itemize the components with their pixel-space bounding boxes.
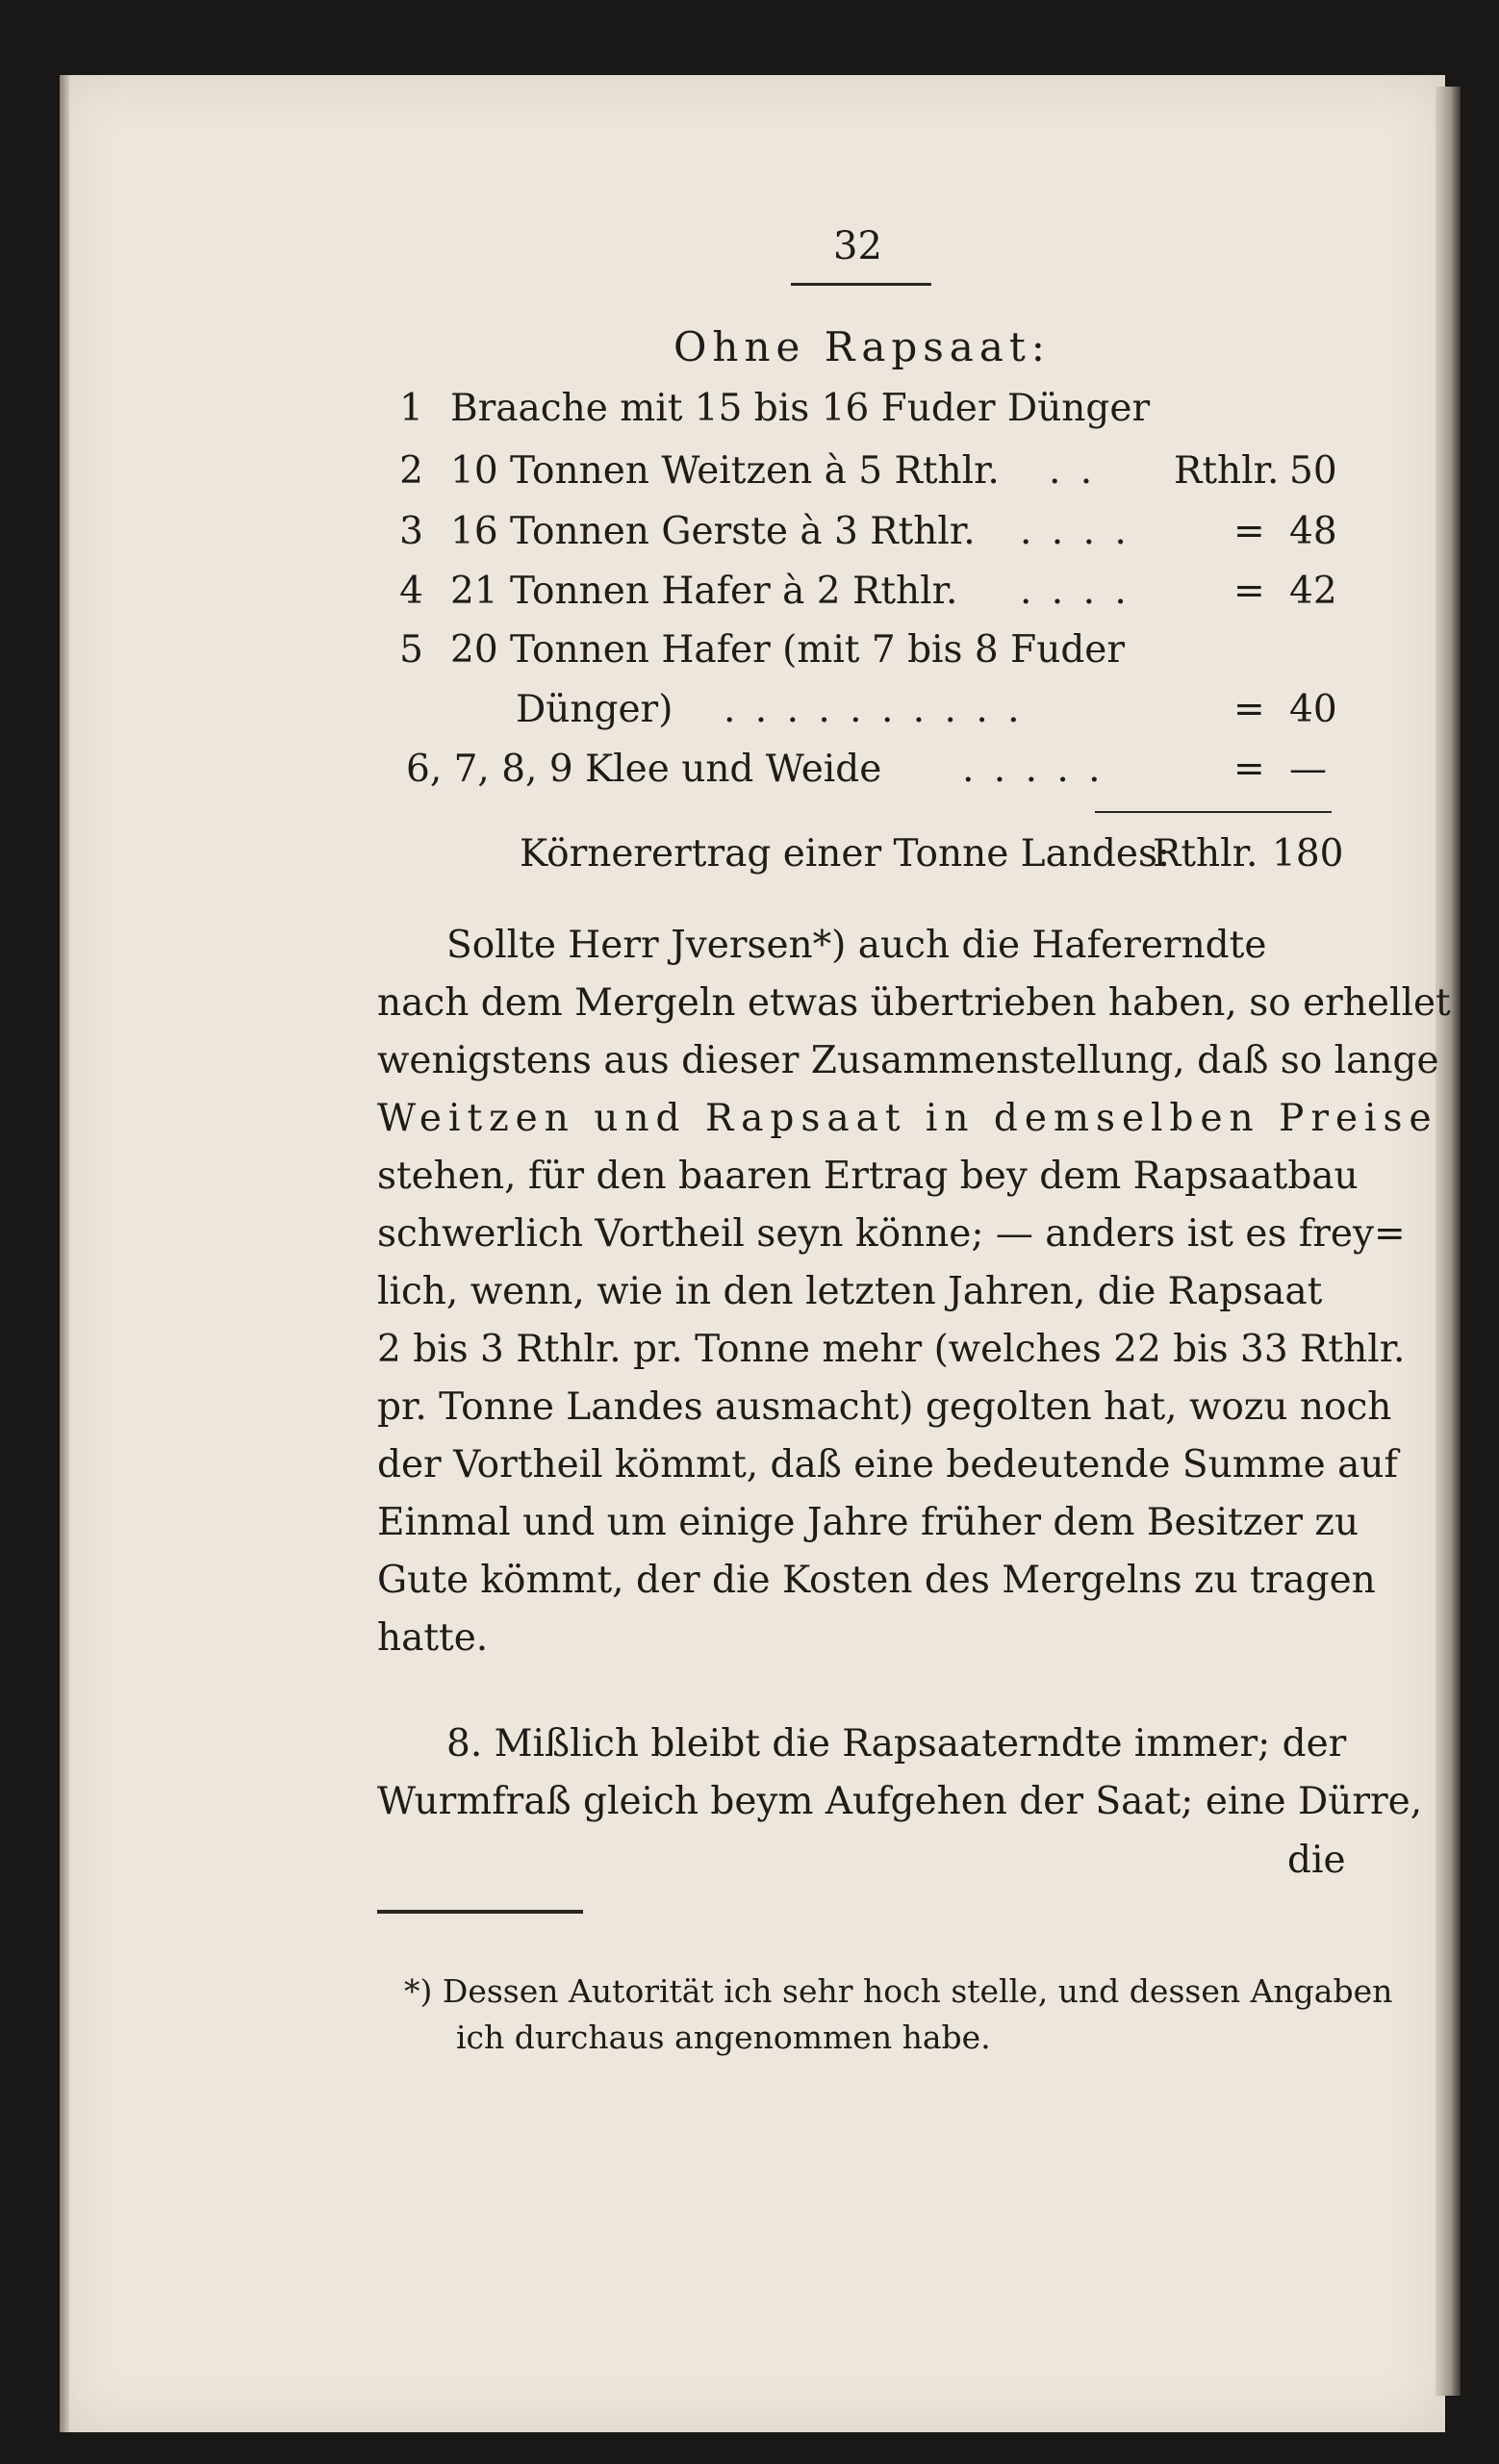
text-line: 8. Mißlich bleibt die Rapsaaterndte immer; der [446,1722,1347,1765]
text-line: Gute kömmt, der die Kosten des Mergelns zu tragen [377,1559,1376,1602]
paragraph [377,1722,1423,1857]
catchword: die [1287,1839,1346,1882]
text-line: Weitzen und Rapsaat in demselben Preise [377,1097,1438,1140]
page-number: 32 [833,224,882,268]
row-text: 6, 7, 8, 9 Klee und Weide [406,748,882,791]
row-number: 3 [399,510,423,553]
footnote-line: *) Dessen Autorität ich sehr hoch stelle, und dessen Angaben [404,1972,1393,2010]
row-text: 10 Tonnen Weitzen à 5 Rthlr. [450,449,1000,493]
row-dots: . . . . [1020,570,1131,613]
row-text: 20 Tonnen Hafer (mit 7 bis 8 Fuder [450,628,1126,672]
row-dots: . . . . [1020,510,1131,553]
text-line: stehen, für den baaren Ertrag bey dem Rapsaatbau [377,1155,1359,1198]
text-line: Sollte Herr Jversen*) auch die Hafererndte [446,924,1267,967]
row-unit: = [1233,748,1265,791]
total-label: Körnerertrag einer Tonne Landes: [520,832,1171,876]
text-line: pr. Tonne Landes ausmacht) gegolten hat, wozu noch [377,1385,1392,1429]
row-number: 2 [399,449,423,493]
row-value: 42 [1289,570,1337,613]
row-unit: Rthlr. [1174,449,1280,493]
header-rule [791,283,931,286]
total-value: 180 [1272,832,1344,876]
text-line: lich, wenn, wie in den letzten Jahren, die Rapsaat [377,1270,1323,1313]
row-value: 48 [1289,510,1337,553]
row-dots: . . . . . . . . . . [724,688,1024,731]
table-heading: Ohne Rapsaat: [673,323,1051,370]
row-text: 21 Tonnen Hafer à 2 Rthlr. [450,570,958,613]
row-number: 4 [399,570,423,613]
text-line: Einmal und um einige Jahre früher dem Besitzer zu [377,1501,1359,1544]
page-gutter [60,75,69,2432]
row-number: 5 [399,628,423,672]
total-unit: Rthlr. [1153,832,1258,876]
page-edge [1435,87,1461,2396]
row-unit: = [1233,570,1265,613]
text-line: Wurmfraß gleich beym Aufgehen der Saat; eine Dürre, [377,1780,1423,1823]
row-text: Braache mit 15 bis 16 Fuder Dünger [450,387,1151,430]
row-dots: . . [1049,449,1097,493]
row-number: 1 [399,387,423,430]
text-line: wenigstens aus dieser Zusammenstellung, daß so lange [377,1039,1439,1082]
paragraph [377,924,1451,1674]
row-dots: . . . . . [962,748,1105,791]
row-text: Dünger) [516,688,673,731]
row-value: 40 [1289,688,1337,731]
text-line: schwerlich Vortheil seyn könne; — anders ist es frey= [377,1212,1406,1256]
row-value: 50 [1289,449,1337,493]
row-text: 16 Tonnen Gerste à 3 Rthlr. [450,510,976,553]
text-line: hatte. [377,1616,489,1660]
text-line: der Vortheil kömmt, daß eine bedeutende Summe auf [377,1443,1398,1486]
text-line: 2 bis 3 Rthlr. pr. Tonne mehr (welches 22 bis 33 Rthlr. [377,1328,1406,1371]
row-unit: = [1233,688,1265,731]
footnote-line: ich durchaus angenommen habe. [456,2019,991,2056]
text-line: nach dem Mergeln etwas übertrieben haben, so erhellet [377,981,1451,1025]
sum-rule [1095,811,1332,813]
row-unit: = [1233,510,1265,553]
row-value: — [1289,748,1327,791]
footnote-rule [377,1910,583,1914]
